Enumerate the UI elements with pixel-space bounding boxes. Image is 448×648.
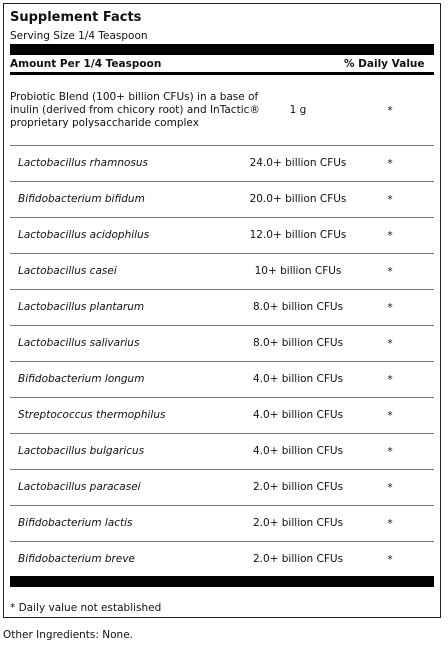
strain-row [10, 469, 434, 505]
header-amount: Amount Per 1/4 Teaspoon [10, 58, 162, 70]
blend-name: Probiotic Blend (100+ billion CFUs) in a base of inulin (derived from chicory root) and InTactic® proprietary polysaccharide complex [10, 91, 260, 129]
strain-daily-value: * [387, 517, 393, 530]
strain-row [10, 397, 434, 433]
strain-row [10, 505, 434, 541]
strain-amount: 2.0+ billion CFUs [252, 517, 344, 530]
strain-name: Bifidobacterium bifidum [18, 193, 145, 205]
footnote: * Daily value not established [10, 602, 162, 614]
strain-amount: 2.0+ billion CFUs [252, 481, 344, 494]
strain-name: Bifidobacterium lactis [18, 517, 133, 529]
strain-amount: 12.0+ billion CFUs [249, 229, 347, 242]
top-divider-bar [10, 44, 434, 55]
strain-amount: 20.0+ billion CFUs [249, 193, 347, 206]
strain-row [10, 433, 434, 469]
strain-name: Streptococcus thermophilus [18, 409, 166, 421]
strain-daily-value: * [387, 265, 393, 278]
blend-daily-value: * [387, 104, 393, 117]
strain-name: Lactobacillus acidophilus [18, 229, 150, 241]
header-daily-value: % Daily Value [344, 58, 425, 70]
strain-name: Bifidobacterium breve [18, 553, 136, 565]
strain-name: Lactobacillus casei [18, 265, 117, 277]
supplement-facts-panel [3, 3, 441, 618]
strain-daily-value: * [387, 157, 393, 170]
strain-row [10, 145, 434, 181]
strain-row [10, 361, 434, 397]
strain-daily-value: * [387, 409, 393, 422]
strain-daily-value: * [387, 301, 393, 314]
strain-name: Lactobacillus salivarius [18, 337, 140, 349]
strain-daily-value: * [387, 373, 393, 386]
strain-amount: 4.0+ billion CFUs [252, 445, 344, 458]
serving-size: Serving Size 1/4 Teaspoon [10, 30, 148, 42]
strain-name: Lactobacillus paracasei [18, 481, 141, 493]
blend-row [10, 77, 434, 144]
strain-amount: 8.0+ billion CFUs [252, 337, 344, 350]
strain-daily-value: * [387, 193, 393, 206]
strain-row [10, 217, 434, 253]
strain-amount: 8.0+ billion CFUs [252, 301, 344, 314]
bottom-divider-bar [10, 576, 434, 587]
strain-amount: 4.0+ billion CFUs [252, 373, 344, 386]
strain-daily-value: * [387, 229, 393, 242]
strain-name: Lactobacillus plantarum [18, 301, 145, 313]
strain-row [10, 253, 434, 289]
strain-amount: 24.0+ billion CFUs [249, 157, 347, 170]
strain-row [10, 289, 434, 325]
strain-daily-value: * [387, 553, 393, 566]
strain-amount: 4.0+ billion CFUs [252, 409, 344, 422]
strain-amount: 10+ billion CFUs [254, 265, 342, 278]
strain-name: Lactobacillus rhamnosus [18, 157, 148, 169]
strain-row [10, 325, 434, 361]
strain-row [10, 181, 434, 217]
header-divider-bar [10, 72, 434, 75]
strain-name: Lactobacillus bulgaricus [18, 445, 145, 457]
strain-amount: 2.0+ billion CFUs [252, 553, 344, 566]
strain-row [10, 541, 434, 577]
strain-name: Bifidobacterium longum [18, 373, 145, 385]
strain-daily-value: * [387, 481, 393, 494]
other-ingredients: Other Ingredients: None. [3, 629, 134, 641]
strain-daily-value: * [387, 445, 393, 458]
strain-daily-value: * [387, 337, 393, 350]
blend-amount: 1 g [289, 104, 307, 117]
panel-title: Supplement Facts [10, 10, 142, 25]
